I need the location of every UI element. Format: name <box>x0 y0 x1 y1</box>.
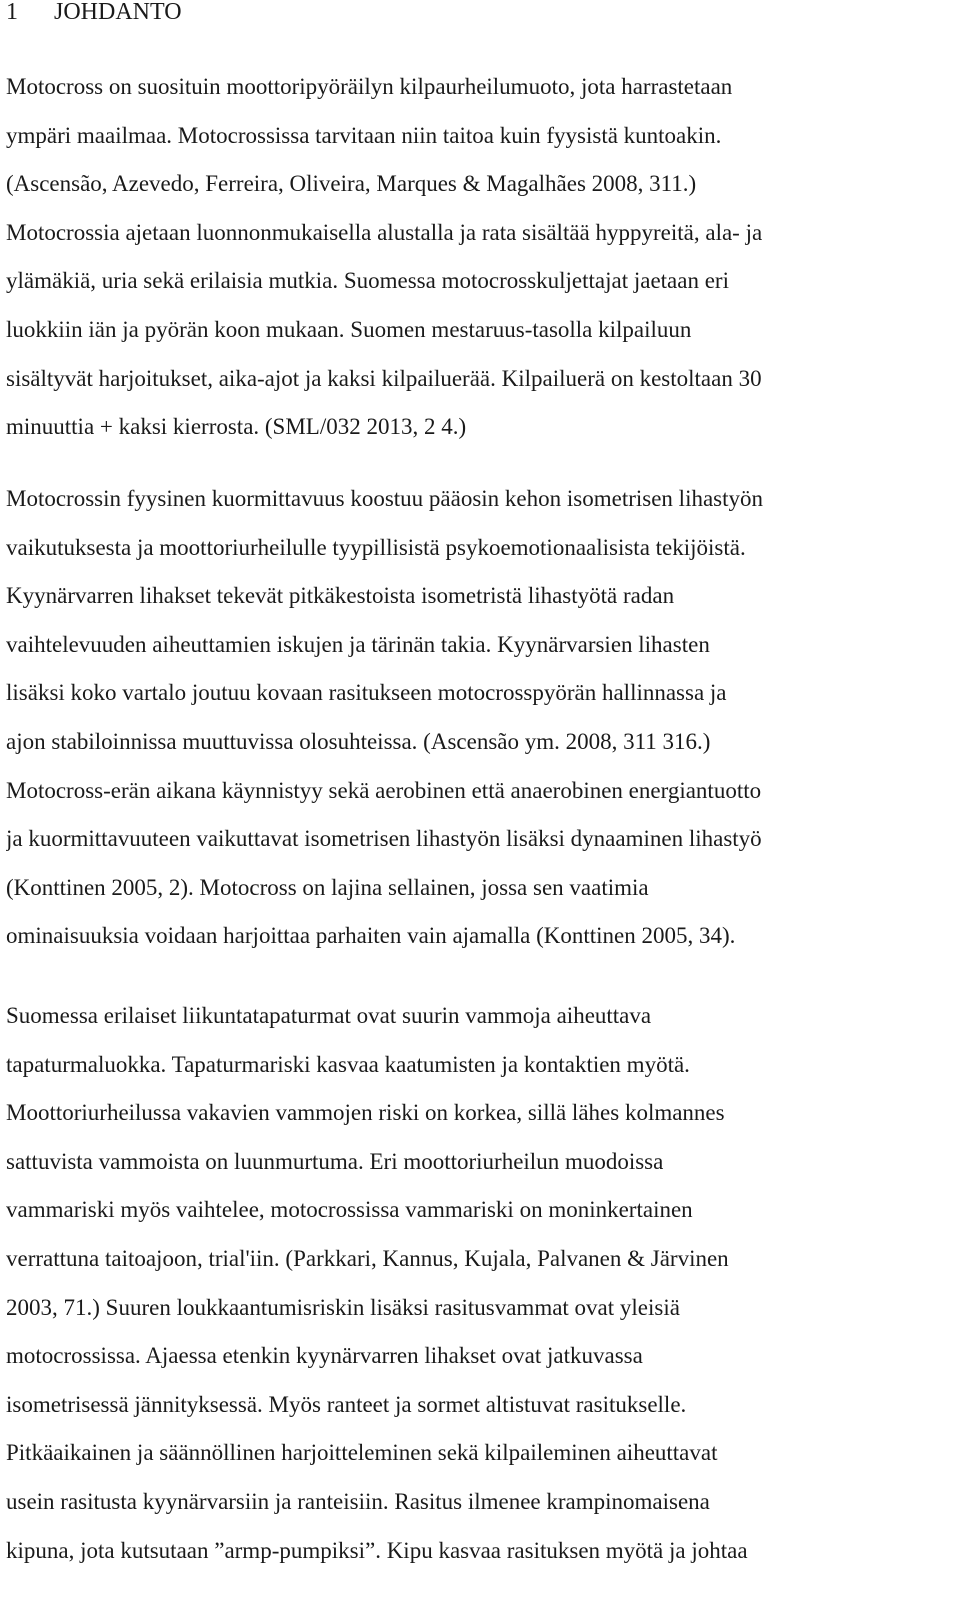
text-line: usein rasitusta kyynärvarsiin ja ranteisiin. Rasitus ilmenee krampinomaisena <box>6 1488 710 1514</box>
text-line: ylämäkiä, uria sekä erilaisia mutkia. Suomessa motocrosskuljettajat jaetaan eri <box>6 268 729 294</box>
text-line: sattuvista vammoista on luunmurtuma. Eri moottoriurheilun muodoissa <box>6 1148 664 1174</box>
text-line: isometrisessä jännityksessä. Myös ranteet ja sormet altistuvat rasitukselle. <box>6 1391 687 1417</box>
paragraph-1 <box>6 63 956 452</box>
text-line: ja kuormittavuuteen vaikuttavat isometrisen lihastyön lisäksi dynaaminen lihastyö <box>6 826 762 852</box>
paragraph-3 <box>6 992 956 1575</box>
text-line: Motocross-erän aikana käynnistyy sekä aerobinen että anaerobinen energiantuotto <box>6 777 762 803</box>
text-line: (Ascensão, Azevedo, Ferreira, Oliveira, Marques & Magalhães 2008, 311.) <box>6 171 697 197</box>
text-line: 2003, 71.) Suuren loukkaantumisriskin lisäksi rasitusvammat ovat yleisiä <box>6 1294 680 1320</box>
text-line: lisäksi koko vartalo joutuu kovaan rasitukseen motocrosspyörän hallinnassa ja <box>6 680 727 706</box>
text-line: ominaisuuksia voidaan harjoittaa parhaiten vain ajamalla (Konttinen 2005, 34). <box>6 923 736 949</box>
text-line: minuuttia + kaksi kierrosta. (SML/032 2013, 2 4.) <box>6 414 467 440</box>
chapter-number: 1 <box>6 0 18 25</box>
text-line: Motocrossin fyysinen kuormittavuus koostuu pääosin kehon isometrisen lihastyön <box>6 486 764 511</box>
text-line: (Konttinen 2005, 2). Motocross on lajina sellainen, jossa sen vaatimia <box>6 874 649 900</box>
text-line: vammariski myös vaihtelee, motocrossissa vammariski on moninkertainen <box>6 1197 693 1223</box>
chapter-heading <box>6 0 182 30</box>
text-line: kipuna, jota kutsutaan ”armp-pumpiksi”. Kipu kasvaa rasituksen myötä ja johtaa <box>6 1537 748 1563</box>
text-line: Suomessa erilaiset liikuntatapaturmat ovat suurin vammoja aiheuttava <box>6 1003 652 1028</box>
text-line: Pitkäaikainen ja säännöllinen harjoitteleminen sekä kilpaileminen aiheuttavat <box>6 1440 718 1466</box>
text-line: vaikutuksesta ja moottoriurheilulle tyypillisistä psykoemotionaalisista tekijöistä. <box>6 534 746 560</box>
text-line: verrattuna taitoajoon, trial'iin. (Parkkari, Kannus, Kujala, Palvanen & Järvinen <box>6 1245 729 1271</box>
paragraph-2 <box>6 475 956 961</box>
text-line: ajon stabiloinnissa muuttuvissa olosuhteissa. (Ascensão ym. 2008, 311 316.) <box>6 728 711 754</box>
text-line: sisältyvät harjoitukset, aika-ajot ja kaksi kilpailuerää. Kilpailuerä on kestoltaan 30 <box>6 365 762 391</box>
text-line: tapaturmaluokka. Tapaturmariski kasvaa kaatumisten ja kontaktien myötä. <box>6 1051 690 1077</box>
text-line: Motocross on suosituin moottoripyöräilyn kilpaurheilumuoto, jota harrastetaan <box>6 74 733 99</box>
text-line: vaihtelevuuden aiheuttamien iskujen ja tärinän takia. Kyynärvarsien lihasten <box>6 631 710 657</box>
chapter-title: JOHDANTO <box>54 0 182 25</box>
text-line: luokkiin iän ja pyörän koon mukaan. Suomen mestaruus-tasolla kilpailuun <box>6 316 692 342</box>
text-line: motocrossissa. Ajaessa etenkin kyynärvarren lihakset ovat jatkuvassa <box>6 1343 643 1369</box>
text-line: Kyynärvarren lihakset tekevät pitkäkestoista isometristä lihastyötä radan <box>6 583 675 609</box>
text-line: Moottoriurheilussa vakavien vammojen riski on korkea, sillä lähes kolmannes <box>6 1100 725 1126</box>
text-line: Motocrossia ajetaan luonnonmukaisella alustalla ja rata sisältää hyppyreitä, ala- ja <box>6 219 763 245</box>
text-line: ympäri maailmaa. Motocrossissa tarvitaan niin taitoa kuin fyysistä kuntoakin. <box>6 122 722 148</box>
